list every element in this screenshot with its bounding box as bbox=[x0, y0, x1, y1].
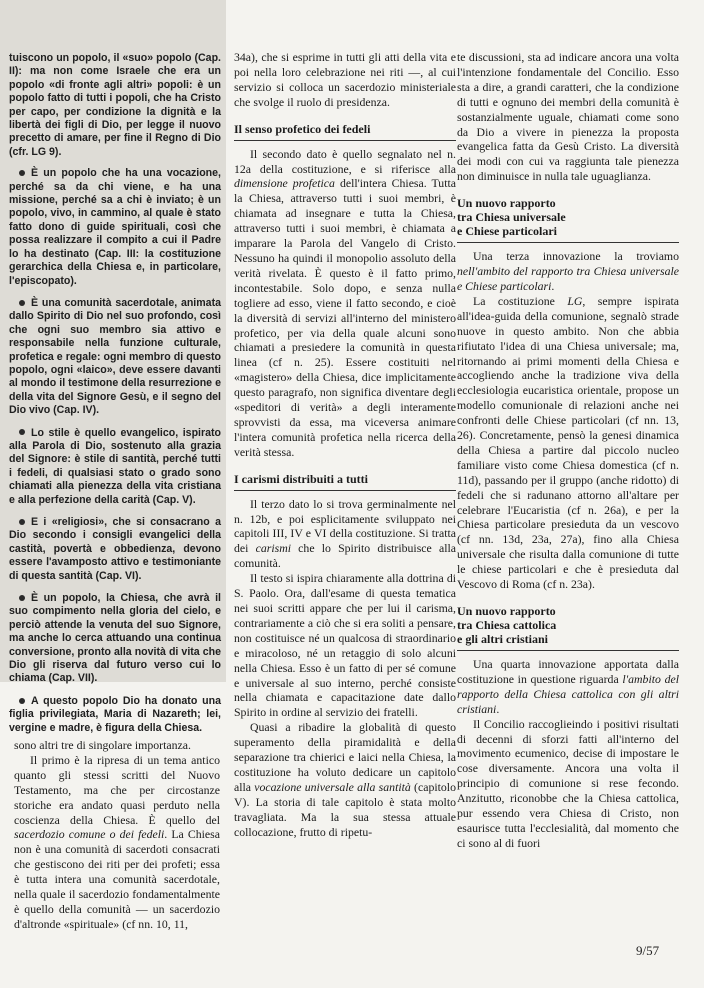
paragraph: Il secondo dato è quello segnalato nel n. 12a della costituzione, e si riferisce alla dimensione profetica dell'intera Chiesa. Tutta la Chiesa, attraverso tutti i suoi membri, è chiamata ad insegnare e tutta la Chiesa, attraverso tutti i suoi membri, è chiamata a imparare la Parola del Vangelo di Cristo. Nessuno ha quindi il monopolio assoluto della verità rivelata. È questo è il fatto primo, incontestabile. Solo dopo, e senza nulla togliere ad esso, viene il fatto secondo, e cioè la diversità di servizi all'interno del ministero profetico, per via della quale alcuni sono chiamati a presiedere la comunità in questa linea (cf n. 25). Essere costituiti nel «magistero» della Chiesa, dice implicitamente questo paragrafo, non significa diventare degli «speditori di verità» a degli interamente sprovvisti da essa, ma viceversa animare l'intera comunità profetica nella ricerca della verità stessa. bbox=[234, 146, 456, 459]
paragraph: Il testo si ispira chiaramente alla dottrina di S. Paolo. Ora, dall'esame di questa tematica nei suoi scritti appare che per lui il carisma, contrariamente a ciò che si era soliti a pensare, non costituisce né un qualcosa di straordinario e miracoloso, né un retaggio di solo alcuni nella Chiesa. Esso è un fatto di per sé comune e universale al suo interno, perché consiste nella chiamata e capacitazione date dallo Spirito in ordine al servizio dei fratelli. bbox=[234, 571, 456, 720]
bullet-icon bbox=[19, 300, 25, 306]
column-1-text bbox=[14, 738, 220, 968]
column-2-text bbox=[234, 50, 456, 970]
box-paragraph: A questo popolo Dio ha donato una figlia privilegiata, Maria di Nazareth; lei, vergine e madre, è figura della Chiesa. bbox=[9, 694, 221, 734]
column-3-text bbox=[457, 50, 679, 950]
box-paragraph: È un popolo che ha una vocazione, perché sa da chi viene, e ha una missione, perché sa a chi è inviato; è un popolo, vivo, in cammino, al quale è stato fatto dono di guide spirituali, così che possa realizzare il compito a cui il Padre lo ha destinato (Cap. III: la costituzione gerarchica della Chiesa e, in particolare, l'episcopato). bbox=[9, 167, 221, 287]
bullet-icon bbox=[19, 698, 25, 704]
paragraph: Il Concilio raccoglieindo i positivi risultati di decenni di sforzi fatti all'interno del movimento ecumenico, decise di impostare le cose diversamente. Ancora una volta il principio di comunione si rese fecondo. Anzitutto, riconobbe che la Chiesa cattolica, pur essendo vera Chiesa di Cristo, non esaurisce tutta l'ecclesialità, dal momento che ci sono al di fuori bbox=[457, 716, 679, 850]
paragraph: La costituzione LG, sempre ispirata all'idea-guida della comunione, segnalò strade nuove in questo ambito. Non che abbia rifiutato l'idea di una Chiesa universale; ma, ritornando ai primi momenti della Chiesa e accogliendo anche la tradizione viva della ecclesiologia eucaristica orientale, propose un modello comunionale di relazioni anche nei confronti delle Chiese particolari (cf nn. 13, 26). Concretamente, pensò la genesi dinamica della Chiesa a partire dal piccolo nucleo familiare visto come Chiesa domestica (cf n. 11d), passando per il gruppo (anche ridotto) di fedeli che si radunano attorno all'altare per celebrare l'Eucaristia (cf n. 26a), e per la Chiesa particolare presieduta da un vescovo (cf nn. 13d, 23a, 27a), fino alla Chiesa universale che risulta dalla comunione di tutte le chiese particolari e che è presieduta dal Vescovo di Roma (cf n. 23a). bbox=[457, 293, 680, 592]
paragraph: sono altri tre di singolare importanza. bbox=[14, 738, 191, 752]
page-number: 9/57 bbox=[636, 943, 660, 958]
sidebar-box-text bbox=[9, 52, 221, 734]
box-paragraph: È una comunità sacerdotale, animata dallo Spirito di Dio nel suo profondo, così che ogni suo membro sia attivo e responsabile nella funzione culturale, profetica e regale: ogni membro di questo popolo, ogni «laico», deve essere davanti al mondo il testimone della resurrezione e della vita del Signore Gesù, e il segno del Dio vivo (Cap. IV). bbox=[9, 296, 221, 417]
box-paragraph: tuiscono un popolo, il «suo» popolo (Cap. II): ma non come Israele che era un popolo «di fronte agli altri» popoli: è un popolo fatto di tutti i popoli, che ha Cristo per capo, per condizione la dignità e la libertà dei figli di Dio, per legge il nuovo precetto di amare, per fine il Regno di Dio (cfr. LG 9). bbox=[9, 52, 221, 158]
paragraph: Quasi a ribadire la globalità di questo superamento della piramidalità e della separazione tra chierici e laici nella Chiesa, la costituzione ha voluto dedicare un capitolo alla vocazione universale alla santità (capitolo V). La storia di tale capitolo è stata molto travagliata. Ma la sua stessa attuale collocazione, frutto di ripetu- bbox=[234, 720, 456, 839]
bullet-icon bbox=[19, 170, 25, 176]
paragraph: 34a), che si esprime in tutti gli atti della vita e poi nella loro celebrazione nei riti —, al cui servizio si colloca un sacerdozio ministeriale che svolge il ruolo di presidenza. bbox=[234, 50, 456, 109]
section-heading: I carismi distribuiti a tutti bbox=[234, 466, 456, 491]
paragraph: Una terza innovazione la troviamo nell'ambito del rapporto tra Chiesa universale e Chiese particolari. bbox=[457, 249, 679, 293]
section-heading: Un nuovo rapporto tra Chiesa cattolica e gli altri cristiani bbox=[457, 598, 679, 651]
paragraph: Il primo è la ripresa di un tema antico quanto gli stessi scritti del Nuovo Testamento, ma che per circostanze storiche era andato quasi perduto nella coscienza della Chiesa. È quello del sacerdozio comune o dei fedeli. La Chiesa non è una comunità di sacerdoti consacrati che gestiscono dei riti per dei profeti; essa è tutta intera una comunità sacerdotale, nella quale il sacerdozio fondamentalmente è quello della comunità — un sacerdozio d'altronde «spirituale» (cf nn. 10, 11, bbox=[14, 752, 220, 931]
bullet-icon bbox=[19, 595, 25, 601]
paragraph: te discussioni, sta ad indicare ancora una volta l'intenzione fondamentale del Concilio. Esso sta a dire, a grandi caratteri, che la condizione di tutti e ognuno dei membri della comunità è sostanzialmente uguale, chiamati come sono da Dio a vivere in pienezza la proposta evangelica fatta da Gesù Cristo. La diversità dei modi con cui va raggiunta tale pienezza non diminuisce in nulla tale uguaglianza. bbox=[457, 50, 679, 184]
box-paragraph: E i «religiosi», che si consacrano a Dio secondo i consigli evangelici della castità, povertà e obbedienza, devono essere l'avamposto attivo e testimoniante di questa santità (Cap. VI). bbox=[9, 516, 221, 582]
bullet-icon bbox=[19, 429, 25, 435]
paragraph: Il terzo dato lo si trova germinalmente nel n. 12b, e poi esplicitamente sviluppato nei capitoli III, IV e VI della costituzione. Si tratta dei carismi che lo Spirito distribuisce alla comunità. bbox=[234, 496, 456, 571]
box-paragraph: Lo stile è quello evangelico, ispirato alla Parola di Dio, sostenuto alla grazia del Signore: è stile di santità, perché tutti i fedeli, di qualsiasi stato o grado sono chiamati alla pienezza della vita cristiana e alla perfezione della carità (Cap. V). bbox=[9, 426, 221, 506]
box-paragraph: È un popolo, la Chiesa, che avrà il suo compimento nella gloria del cielo, e perciò attende la venuta del suo Signore, ma anche lo cerca attuando una continua conversione, pronto alla novità di vita che Dio gli riserva dal futuro verso cui lo chiama (Cap. VII). bbox=[9, 592, 221, 685]
section-heading: Un nuovo rapporto tra Chiesa universale e Chiese particolari bbox=[457, 190, 679, 243]
bullet-icon bbox=[19, 519, 25, 525]
paragraph: Una quarta innovazione apportata dalla costituzione in questione riguarda l'ambito del rapporto della Chiesa cattolica con gli altri cristiani. bbox=[457, 657, 679, 716]
section-heading: Il senso profetico dei fedeli bbox=[234, 116, 456, 141]
